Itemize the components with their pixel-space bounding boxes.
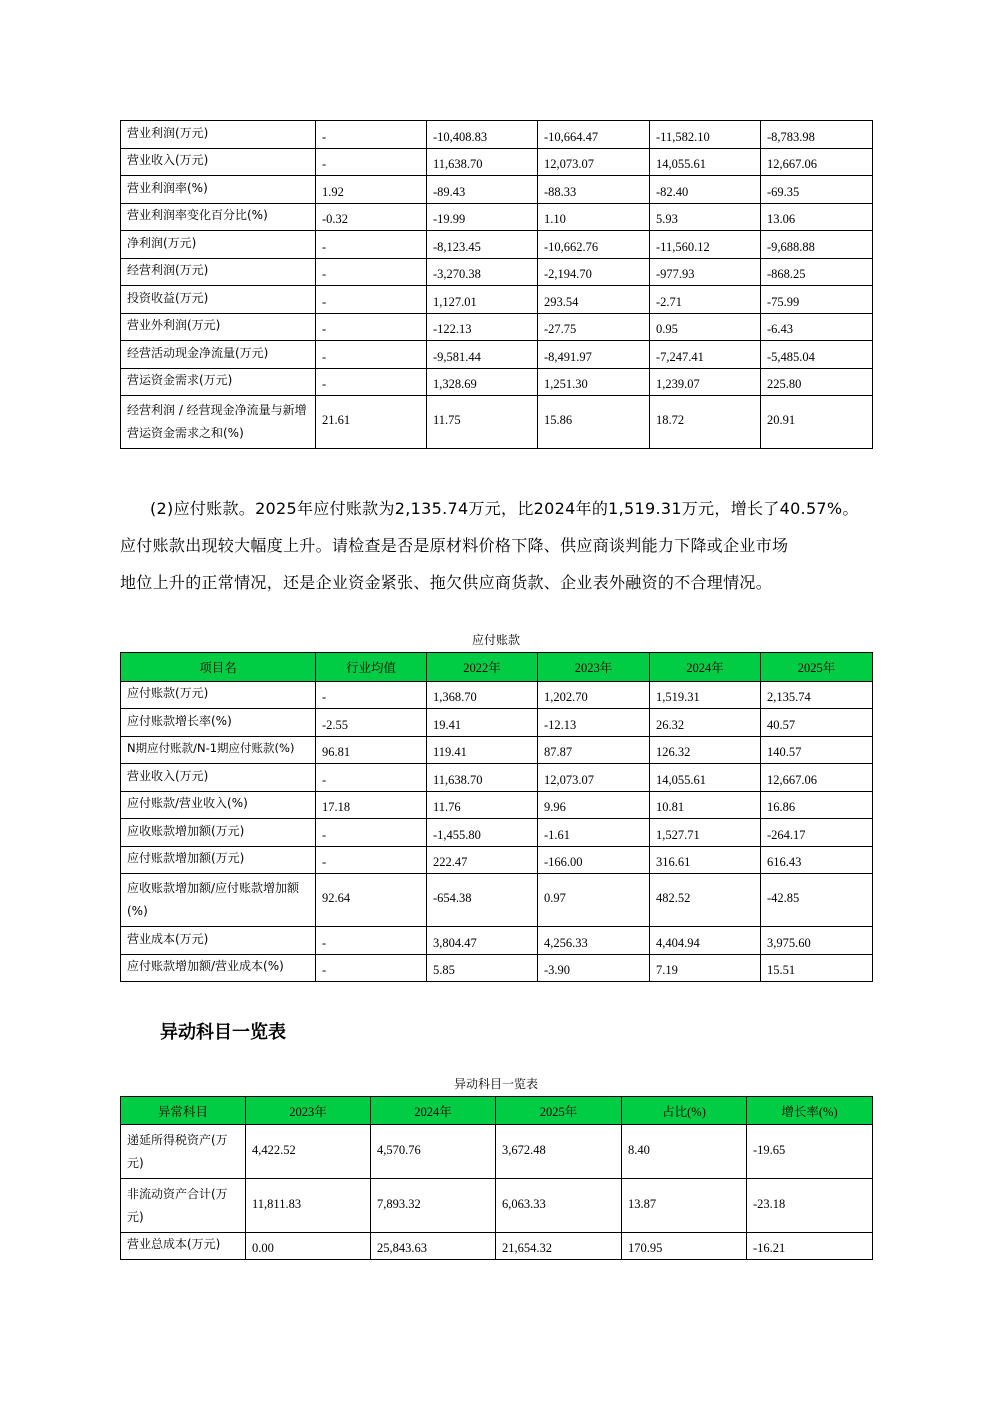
column-header: 2024年 bbox=[371, 1097, 496, 1125]
table-row bbox=[121, 709, 873, 737]
table-row bbox=[121, 737, 873, 764]
table-cell: 293.54 bbox=[538, 286, 650, 314]
table-cell: -19.65 bbox=[747, 1125, 873, 1179]
table-cell: 1,127.01 bbox=[427, 286, 538, 314]
table-cell: -75.99 bbox=[761, 286, 873, 314]
table-cell: - bbox=[316, 259, 427, 286]
row-label: 非流动资产合计(万元) bbox=[121, 1179, 246, 1233]
table-cell: -11,582.10 bbox=[650, 121, 761, 149]
row-label: 经营利润 / 经营现金净流量与新增营运资金需求之和(%) bbox=[121, 396, 316, 449]
profit-table bbox=[120, 120, 873, 449]
row-label: 营业利润率变化百分比(%) bbox=[121, 204, 316, 231]
table-cell: -2.71 bbox=[650, 286, 761, 314]
table-cell: 12,073.07 bbox=[538, 764, 650, 792]
table-cell: -9,688.88 bbox=[761, 231, 873, 259]
table-cell: 10.81 bbox=[650, 792, 761, 819]
row-label: 营业总成本(万元) bbox=[121, 1233, 246, 1260]
table-cell: 8.40 bbox=[622, 1125, 747, 1179]
table-cell: 12,667.06 bbox=[761, 149, 873, 176]
table-cell: 11,638.70 bbox=[427, 764, 538, 792]
table-cell: 40.57 bbox=[761, 709, 873, 737]
column-header: 行业均值 bbox=[316, 653, 427, 682]
table-cell: 4,256.33 bbox=[538, 927, 650, 955]
table-row bbox=[121, 149, 873, 176]
table-cell: -23.18 bbox=[747, 1179, 873, 1233]
table-cell: 1,519.31 bbox=[650, 682, 761, 709]
table-row bbox=[121, 682, 873, 709]
table-cell: -12.13 bbox=[538, 709, 650, 737]
table-cell: 140.57 bbox=[761, 737, 873, 764]
table-cell: - bbox=[316, 819, 427, 847]
table-cell: -654.38 bbox=[427, 874, 538, 927]
column-header: 2022年 bbox=[427, 653, 538, 682]
table-header-row bbox=[121, 1097, 873, 1125]
table-cell: -1.61 bbox=[538, 819, 650, 847]
table-caption: 应付账款 bbox=[471, 633, 520, 647]
table-cell: -0.32 bbox=[316, 204, 427, 231]
table-cell: 15.86 bbox=[538, 396, 650, 449]
table-cell: -8,123.45 bbox=[427, 231, 538, 259]
table-row bbox=[121, 369, 873, 396]
table-cell: -82.40 bbox=[650, 176, 761, 204]
table-cell: 9.96 bbox=[538, 792, 650, 819]
row-label: 营业利润(万元) bbox=[121, 121, 316, 149]
table-cell: 1.10 bbox=[538, 204, 650, 231]
table-cell: - bbox=[316, 682, 427, 709]
table-row bbox=[121, 874, 873, 927]
table-cell: - bbox=[316, 286, 427, 314]
paragraph-line: (2)应付账款。2025年应付账款为2,135.74万元，比2024年的1,519.31万元，增长了40.57%。 bbox=[150, 499, 859, 518]
table-cell: 96.81 bbox=[316, 737, 427, 764]
table-cell: - bbox=[316, 847, 427, 874]
table-cell: 126.32 bbox=[650, 737, 761, 764]
table-cell: 6,063.33 bbox=[496, 1179, 622, 1233]
table-cell: 11,811.83 bbox=[246, 1179, 371, 1233]
table-cell: 1,368.70 bbox=[427, 682, 538, 709]
table-cell: 13.87 bbox=[622, 1179, 747, 1233]
row-label: 经营利润(万元) bbox=[121, 259, 316, 286]
row-label: 营业成本(万元) bbox=[121, 927, 316, 955]
table-cell: -10,662.76 bbox=[538, 231, 650, 259]
row-label: N期应付账款/N-1期应付账款(%) bbox=[121, 737, 316, 764]
abnormal-items-table bbox=[120, 1096, 873, 1260]
table-cell: 482.52 bbox=[650, 874, 761, 927]
table-cell: 12,073.07 bbox=[538, 149, 650, 176]
row-label: 营业收入(万元) bbox=[121, 149, 316, 176]
table-cell: 119.41 bbox=[427, 737, 538, 764]
column-header: 项目名 bbox=[121, 653, 316, 682]
table-row bbox=[121, 847, 873, 874]
row-label: 应付账款(万元) bbox=[121, 682, 316, 709]
table-cell: - bbox=[316, 369, 427, 396]
table-cell: - bbox=[316, 149, 427, 176]
paragraph-line: 应付账款出现较大幅度上升。请检查是否是原材料价格下降、供应商谈判能力下降或企业市场 bbox=[120, 536, 789, 555]
row-label: 应收账款增加额(万元) bbox=[121, 819, 316, 847]
analysis-paragraph bbox=[120, 490, 872, 601]
table-row bbox=[121, 176, 873, 204]
table-cell: 1,239.07 bbox=[650, 369, 761, 396]
table-cell: 25,843.63 bbox=[371, 1233, 496, 1260]
table-row bbox=[121, 259, 873, 286]
table-cell: 87.87 bbox=[538, 737, 650, 764]
table-cell: 3,672.48 bbox=[496, 1125, 622, 1179]
table-cell: 2,135.74 bbox=[761, 682, 873, 709]
table-cell: 4,404.94 bbox=[650, 927, 761, 955]
table-cell: -6.43 bbox=[761, 314, 873, 341]
table-cell: 19.41 bbox=[427, 709, 538, 737]
table-row bbox=[121, 819, 873, 847]
table-cell: 4,570.76 bbox=[371, 1125, 496, 1179]
table-cell: -7,247.41 bbox=[650, 341, 761, 369]
table-row bbox=[121, 927, 873, 955]
table-cell: -122.13 bbox=[427, 314, 538, 341]
table-cell: -27.75 bbox=[538, 314, 650, 341]
row-label: 应付账款增加额/营业成本(%) bbox=[121, 955, 316, 982]
row-label: 营业利润率(%) bbox=[121, 176, 316, 204]
table-cell: 11.75 bbox=[427, 396, 538, 449]
table-cell: 21,654.32 bbox=[496, 1233, 622, 1260]
table-cell: 14,055.61 bbox=[650, 764, 761, 792]
table-row bbox=[121, 1179, 873, 1233]
table-cell: 4,422.52 bbox=[246, 1125, 371, 1179]
table-cell: 13.06 bbox=[761, 204, 873, 231]
table-cell: 1,251.30 bbox=[538, 369, 650, 396]
row-label: 营业外利润(万元) bbox=[121, 314, 316, 341]
table-cell: - bbox=[316, 314, 427, 341]
column-header: 异常科目 bbox=[121, 1097, 246, 1125]
table-row bbox=[121, 792, 873, 819]
table-cell: 3,804.47 bbox=[427, 927, 538, 955]
table-cell: 92.64 bbox=[316, 874, 427, 927]
table-cell: -89.43 bbox=[427, 176, 538, 204]
table-cell: - bbox=[316, 764, 427, 792]
table-cell: 0.95 bbox=[650, 314, 761, 341]
table-cell: 316.61 bbox=[650, 847, 761, 874]
table-cell: -2,194.70 bbox=[538, 259, 650, 286]
section-heading: 异动科目一览表 bbox=[160, 1022, 286, 1043]
table-cell: 12,667.06 bbox=[761, 764, 873, 792]
table-cell: 17.18 bbox=[316, 792, 427, 819]
row-label: 应付账款增加额(万元) bbox=[121, 847, 316, 874]
column-header: 2023年 bbox=[538, 653, 650, 682]
table-cell: -1,455.80 bbox=[427, 819, 538, 847]
table-cell: 18.72 bbox=[650, 396, 761, 449]
table-cell: -16.21 bbox=[747, 1233, 873, 1260]
table-cell: 3,975.60 bbox=[761, 927, 873, 955]
table-row bbox=[121, 1233, 873, 1260]
table-caption: 异动科目一览表 bbox=[453, 1077, 538, 1091]
row-label: 应收账款增加额/应付账款增加额(%) bbox=[121, 874, 316, 927]
column-header: 2023年 bbox=[246, 1097, 371, 1125]
table-cell: -166.00 bbox=[538, 847, 650, 874]
table-cell: -3.90 bbox=[538, 955, 650, 982]
column-header: 2025年 bbox=[496, 1097, 622, 1125]
table-cell: -8,783.98 bbox=[761, 121, 873, 149]
row-label: 净利润(万元) bbox=[121, 231, 316, 259]
table-cell: -11,560.12 bbox=[650, 231, 761, 259]
table-header-row bbox=[121, 653, 873, 682]
table-cell: 1.92 bbox=[316, 176, 427, 204]
table-cell: 11.76 bbox=[427, 792, 538, 819]
table-cell: - bbox=[316, 927, 427, 955]
table-cell: 1,328.69 bbox=[427, 369, 538, 396]
accounts-payable-table bbox=[120, 652, 873, 982]
table-row bbox=[121, 341, 873, 369]
table-row bbox=[121, 314, 873, 341]
table-cell: 7,893.32 bbox=[371, 1179, 496, 1233]
row-label: 经营活动现金净流量(万元) bbox=[121, 341, 316, 369]
table-row bbox=[121, 231, 873, 259]
table-cell: 15.51 bbox=[761, 955, 873, 982]
table-cell: - bbox=[316, 121, 427, 149]
row-label: 应付账款增长率(%) bbox=[121, 709, 316, 737]
table-cell: - bbox=[316, 231, 427, 259]
table-cell: 1,202.70 bbox=[538, 682, 650, 709]
table-cell: -264.17 bbox=[761, 819, 873, 847]
table-row bbox=[121, 1125, 873, 1179]
table-cell: 0.00 bbox=[246, 1233, 371, 1260]
table-row bbox=[121, 286, 873, 314]
table-row bbox=[121, 204, 873, 231]
column-header: 增长率(%) bbox=[747, 1097, 873, 1125]
table-cell: - bbox=[316, 341, 427, 369]
table-row bbox=[121, 764, 873, 792]
table-cell: 11,638.70 bbox=[427, 149, 538, 176]
table-cell: - bbox=[316, 955, 427, 982]
table-cell: -977.93 bbox=[650, 259, 761, 286]
table-cell: -5,485.04 bbox=[761, 341, 873, 369]
row-label: 应付账款/营业收入(%) bbox=[121, 792, 316, 819]
column-header: 2025年 bbox=[761, 653, 873, 682]
row-label: 营业收入(万元) bbox=[121, 764, 316, 792]
table-cell: 26.32 bbox=[650, 709, 761, 737]
table-cell: 20.91 bbox=[761, 396, 873, 449]
table-cell: 5.85 bbox=[427, 955, 538, 982]
table-cell: 1,527.71 bbox=[650, 819, 761, 847]
table-cell: 14,055.61 bbox=[650, 149, 761, 176]
table-cell: -8,491.97 bbox=[538, 341, 650, 369]
table-cell: -42.85 bbox=[761, 874, 873, 927]
table-cell: -3,270.38 bbox=[427, 259, 538, 286]
table-cell: 21.61 bbox=[316, 396, 427, 449]
table-cell: 7.19 bbox=[650, 955, 761, 982]
table-cell: 16.86 bbox=[761, 792, 873, 819]
table-cell: -69.35 bbox=[761, 176, 873, 204]
table-cell: -10,408.83 bbox=[427, 121, 538, 149]
table-cell: 222.47 bbox=[427, 847, 538, 874]
table-cell: -10,664.47 bbox=[538, 121, 650, 149]
table-row bbox=[121, 396, 873, 449]
table-cell: -868.25 bbox=[761, 259, 873, 286]
table-row bbox=[121, 955, 873, 982]
table-cell: 170.95 bbox=[622, 1233, 747, 1260]
paragraph-line: 地位上升的正常情况，还是企业资金紧张、拖欠供应商货款、企业表外融资的不合理情况。 bbox=[120, 573, 773, 592]
row-label: 营运资金需求(万元) bbox=[121, 369, 316, 396]
table-cell: 616.43 bbox=[761, 847, 873, 874]
table-cell: -9,581.44 bbox=[427, 341, 538, 369]
column-header: 2024年 bbox=[650, 653, 761, 682]
table-cell: 5.93 bbox=[650, 204, 761, 231]
table-cell: -2.55 bbox=[316, 709, 427, 737]
table-row bbox=[121, 121, 873, 149]
table-cell: -88.33 bbox=[538, 176, 650, 204]
table-cell: 0.97 bbox=[538, 874, 650, 927]
row-label: 递延所得税资产(万元) bbox=[121, 1125, 246, 1179]
column-header: 占比(%) bbox=[622, 1097, 747, 1125]
table-cell: -19.99 bbox=[427, 204, 538, 231]
row-label: 投资收益(万元) bbox=[121, 286, 316, 314]
table-cell: 225.80 bbox=[761, 369, 873, 396]
